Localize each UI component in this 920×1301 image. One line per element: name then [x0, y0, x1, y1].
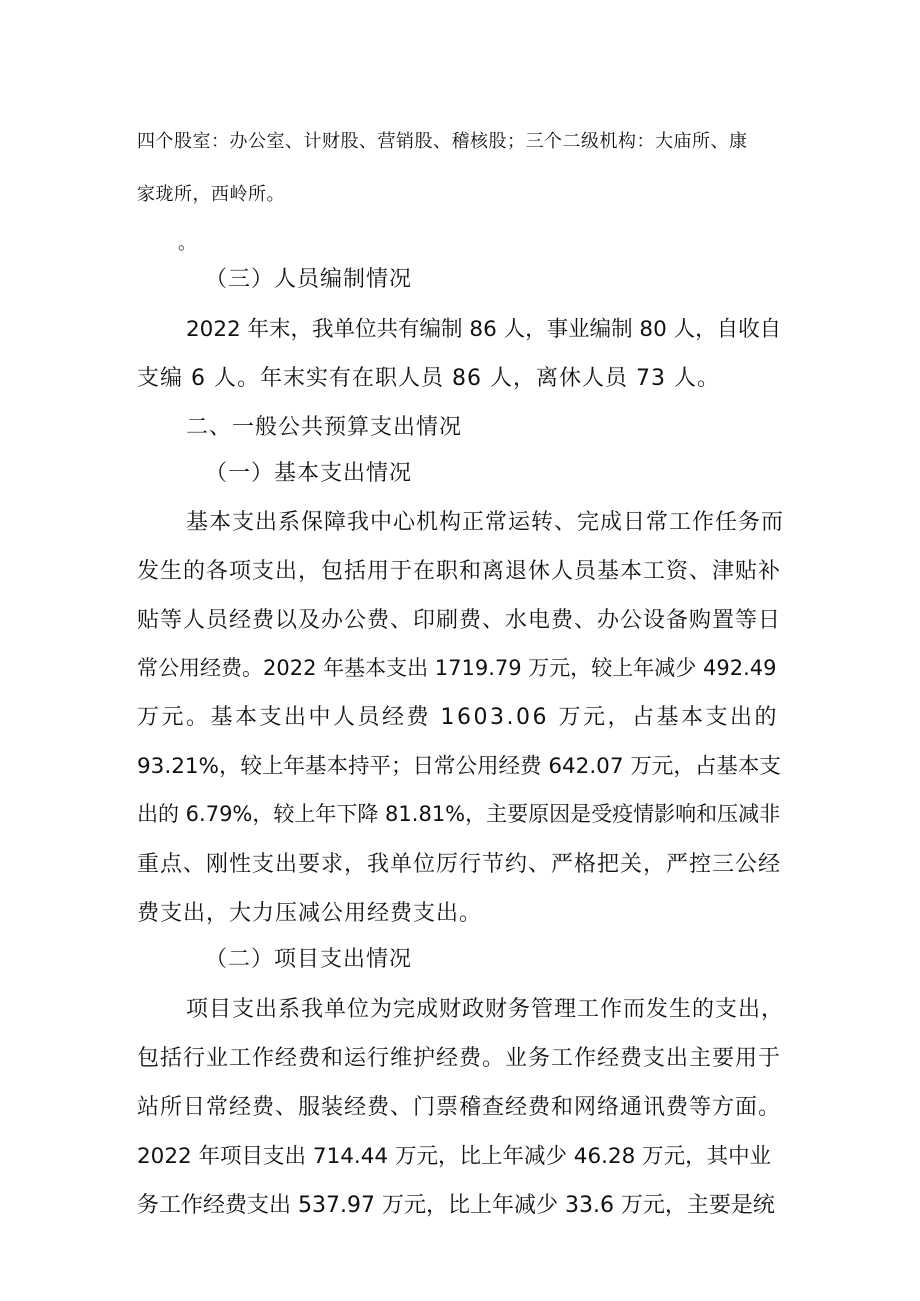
basic-line-8: 重点、刚性支出要求，我单位厉行节约、严格把关，严控三公经 — [137, 852, 782, 877]
part-2-heading: 二、一般公共预算支出情况 — [186, 415, 463, 440]
staffing-line-1: 2022 年末，我单位共有编制 86 人，事业编制 80 人，自收自 — [186, 317, 782, 342]
basic-line-1: 基本支出系保障我中心机构正常运转、完成日常工作任务而 — [186, 510, 785, 535]
basic-line-2: 发生的各项支出，包括用于在职和离退休人员基本工资、津贴补 — [137, 559, 782, 584]
project-line-1: 项目支出系我单位为完成财政财务管理工作而发生的支出， — [186, 997, 785, 1022]
project-line-5: 务工作经费支出 537.97 万元，比上年减少 33.6 万元，主要是统 — [137, 1193, 775, 1218]
basic-line-9: 费支出，大力压减公用经费支出。 — [137, 901, 483, 926]
project-line-3: 站所日常经费、服装经费、门票稽查经费和网络通讯费等方面。 — [137, 1095, 782, 1120]
basic-line-3: 贴等人员经费以及办公费、印刷费、水电费、办公设备购置等日 — [137, 608, 782, 633]
basic-line-6: 93.21%，较上年基本持平；日常公用经费 642.07 万元，占基本支 — [137, 754, 781, 779]
org-line-1: 四个股室：办公室、计财股、营销股、稽核股；三个二级机构：大庙所、康 — [137, 131, 748, 152]
stray-period: 。 — [178, 233, 196, 254]
project-line-2: 包括行业工作经费和运行维护经费。业务工作经费支出主要用于 — [137, 1046, 782, 1071]
staffing-line-2: 支编 6 人。年末实有在职人员 86 人，离休人员 73 人。 — [137, 366, 720, 391]
basic-line-5: 万元。基本支出中人员经费 1603.06 万元，占基本支出的 — [137, 705, 779, 730]
project-line-4: 2022 年项目支出 714.44 万元，比上年减少 46.28 万元，其中业 — [137, 1144, 772, 1169]
basic-line-4: 常公用经费。2022 年基本支出 1719.79 万元，较上年减少 492.49 — [137, 656, 777, 680]
section-3-heading: （三）人员编制情况 — [205, 267, 413, 292]
basic-heading: （一）基本支出情况 — [205, 461, 413, 486]
project-heading: （二）项目支出情况 — [205, 947, 413, 972]
basic-line-7: 出的 6.79%，较上年下降 81.81%，主要原因是受疫情影响和压减非 — [137, 802, 781, 826]
org-line-2: 家珑所，西岭所。 — [137, 184, 285, 205]
